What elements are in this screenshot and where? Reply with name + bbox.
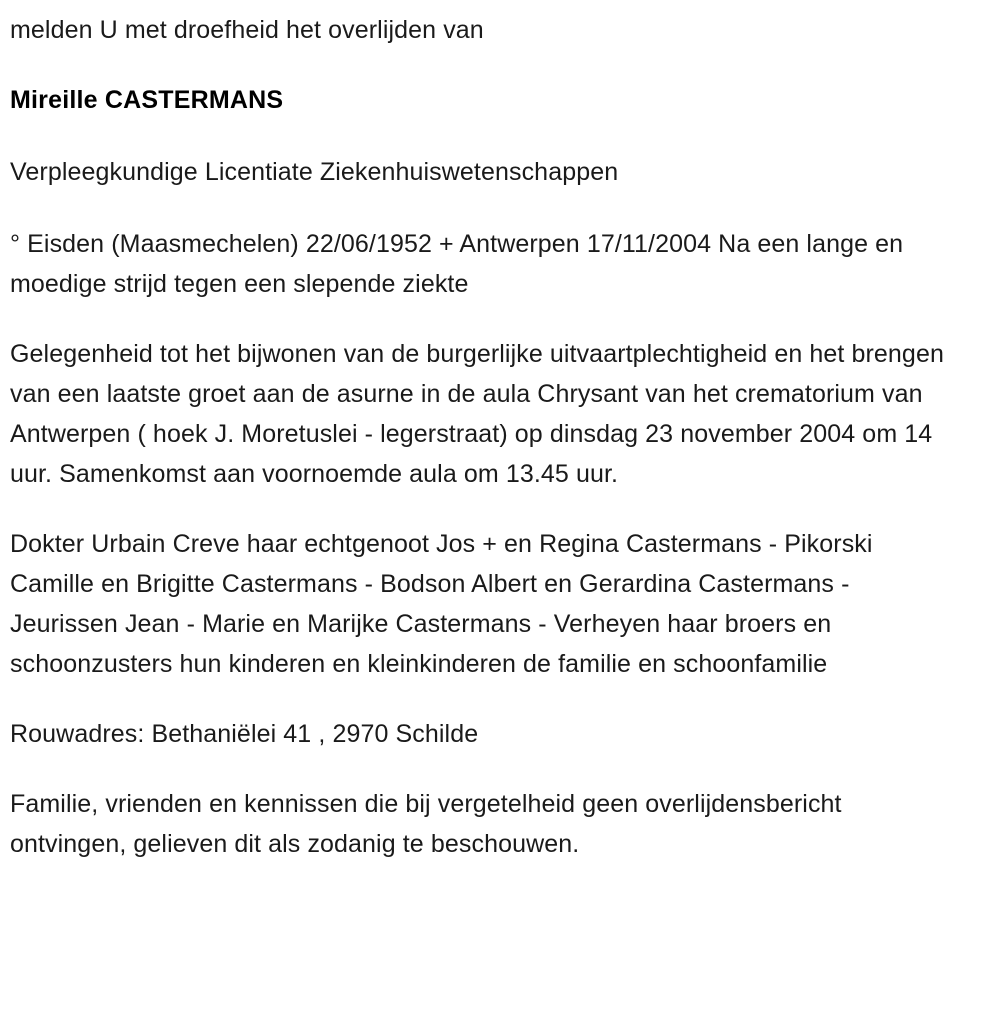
spacer xyxy=(10,684,960,714)
mourning-address: Rouwadres: Bethaniëlei 41 , 2970 Schilde xyxy=(10,720,479,748)
spacer xyxy=(10,192,960,224)
birth-death-line: ° Eisden (Maasmechelen) 22/06/1952 + Antwerpen 17/11/2004 Na een lange en moedige strijd tegen een slepende ziekte xyxy=(10,230,904,298)
spacer xyxy=(10,120,960,152)
spacer xyxy=(10,754,960,784)
ceremony-paragraph: Gelegenheid tot het bijwonen van de burgerlijke uitvaartplechtigheid en het brengen van een laatste groet aan de asurne in de aula Chrysant van het crematorium van Antwerpen ( hoek J. Moretuslei - legerstraat) op dinsdag 23 november 2004 om 14 uur. Samenkomst aan voornoemde aula om 13.45 uur. xyxy=(10,340,944,488)
survivors-paragraph: Dokter Urbain Creve haar echtgenoot Jos + en Regina Castermans - Pikorski Camille en Brigitte Castermans - Bodson Albert en Gerardina Castermans - Jeurissen Jean - Marie en Marijke Castermans - Verheyen haar broers en schoonzusters hun kinderen en kleinkinderen de familie en schoonfamilie xyxy=(10,530,873,678)
closing-paragraph: Familie, vrienden en kennissen die bij vergetelheid geen overlijdensbericht ontvingen, gelieven dit als zodanig te beschouwen. xyxy=(10,790,842,858)
spacer xyxy=(10,494,960,524)
spacer xyxy=(10,50,960,80)
death-announcement-notice xyxy=(0,10,1000,864)
profession-line: Verpleegkundige Licentiate Ziekenhuiswetenschappen xyxy=(10,158,619,186)
deceased-name: Mireille CASTERMANS xyxy=(10,86,284,114)
intro-line: melden U met droefheid het overlijden van xyxy=(10,16,484,44)
spacer xyxy=(10,304,960,334)
